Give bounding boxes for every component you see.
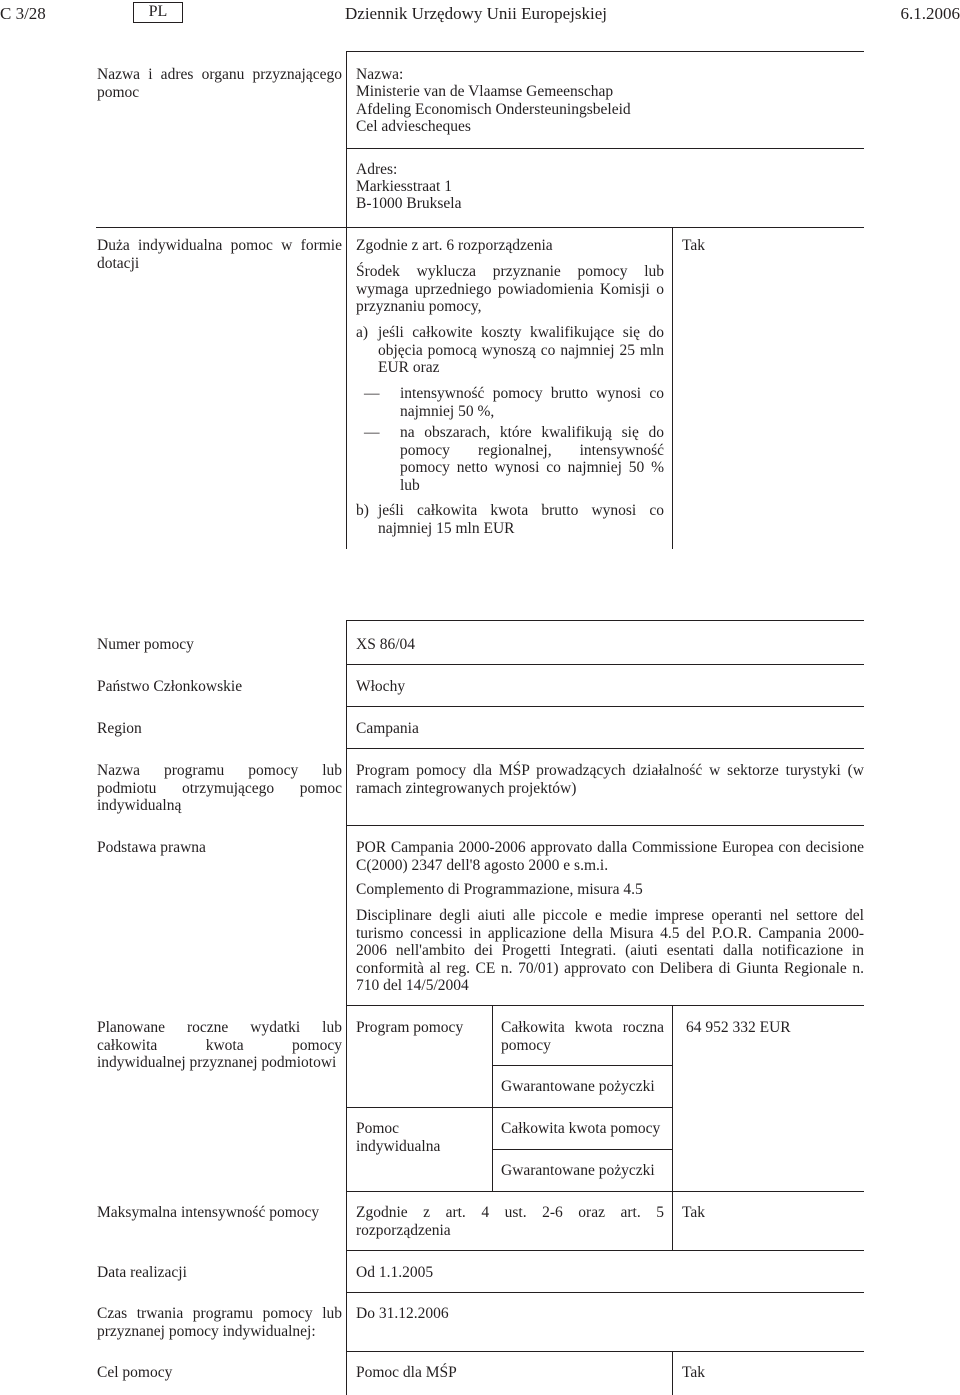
guaranteed-loans-label: Gwarantowane pożyczki [501, 1078, 655, 1095]
authority-name-line: Ministerie van de Vlaamse Gemeenschap [356, 83, 614, 100]
condition-a-text: jeśli całkowite koszty kwalifikujące się do objęcia pomocą wynoszą co najmniej 25 mln EUR oraz [378, 324, 664, 376]
legal-basis-paragraph: Disciplinare degli aiuti alle piccole e medie imprese operanti nel settore del turismo concessi in applicazione della Misura 4.5 del P.O.R. Campania 2000-2006 nell'ambito dei Progetti Integrati. (aiuti esentati dalla notificazione in conformità al reg. CE n. 70/01) approvato con Delibera di Giunta Regionale n. 710 del 14/5/2004 [356, 907, 864, 994]
aid-number-value: XS 86/04 [356, 636, 415, 653]
row-divider [346, 1191, 864, 1192]
implementation-date-label: Data realizacji [97, 1264, 187, 1281]
table2-top-rule [346, 620, 864, 621]
language-code: PL [148, 3, 168, 20]
row-divider [346, 664, 864, 665]
intensity-answer-divider [672, 1191, 673, 1250]
regulation-reference: Zgodnie z art. 6 rozporządzenia [356, 237, 553, 254]
duration-label: Czas trwania programu pomocy lub przyznanej pomocy indywidualnej: [97, 1305, 342, 1340]
row-divider [346, 748, 864, 749]
implementation-date-value: Od 1.1.2005 [356, 1264, 434, 1281]
measure-description: Środek wyklucza przyznanie pomocy lub wymaga uprzedniego powiadomienia Komisji o przyznaniu pomocy, [356, 263, 664, 315]
duration-value: Do 31.12.2006 [356, 1305, 449, 1322]
condition-b-text: jeśli całkowita kwota brutto wynosi co najmniej 15 mln EUR [378, 502, 664, 537]
address-line: B-1000 Bruksela [356, 195, 462, 212]
issue-date: 6.1.2006 [900, 4, 960, 23]
legal-basis-paragraph: POR Campania 2000-2006 approvato dalla Commissione Europea con decisione C(2000) 2347 dell'8 agosto 2000 e s.m.i. [356, 839, 864, 874]
name-label: Nazwa: [356, 66, 404, 83]
max-intensity-answer: Tak [682, 1204, 706, 1221]
guaranteed-loans-label: Gwarantowane pożyczki [501, 1162, 655, 1179]
objective-answer-divider [672, 1351, 673, 1395]
authority-name-line: Afdeling Economisch Ondersteuningsbeleid [356, 101, 631, 118]
individual-aid-cell: Pomoc indywidualna [356, 1120, 441, 1155]
table1-column-divider [346, 51, 347, 549]
aid-scheme-cell: Program pomocy [356, 1019, 464, 1036]
row-divider [346, 1292, 864, 1293]
aid-objective-answer: Tak [682, 1364, 706, 1381]
aid-objective-value: Pomoc dla MŚP [356, 1364, 457, 1381]
dash-item-regional [356, 424, 664, 499]
max-intensity-label: Maksymalna intensywność pomocy [97, 1204, 320, 1221]
language-badge [133, 2, 183, 23]
dash-item-gross-intensity [356, 385, 664, 425]
journal-title: Dziennik Urzędowy Unii Europejskiej [345, 4, 608, 23]
condition-a [356, 324, 664, 384]
page-reference: C 3/28 [0, 4, 46, 23]
legal-basis-paragraph: Complemento di Programmazione, misura 4.5 [356, 881, 643, 898]
row-divider [346, 706, 864, 707]
condition-a-label: a) [356, 324, 369, 341]
row-divider [346, 1005, 864, 1006]
legal-basis-label: Podstawa prawna [97, 839, 206, 856]
address-line: Markiesstraat 1 [356, 178, 452, 195]
row-divider [346, 1351, 864, 1352]
granting-authority-label: Nazwa i adres organu przyznającego pomoc [97, 66, 342, 101]
member-state-value: Włochy [356, 678, 406, 695]
aid-objective-label: Cel pomocy [97, 1364, 173, 1381]
condition-b-label: b) [356, 502, 369, 519]
total-aid-amount-label: Całkowita kwota pomocy [501, 1120, 661, 1137]
authority-name-line: Cel adviescheques [356, 118, 471, 135]
dash-item-text: intensywność pomocy brutto wynosi co najmniej 50 %, [400, 385, 664, 420]
max-intensity-value: Zgodnie z art. 4 ust. 2-6 oraz art. 5 rozporządzenia [356, 1204, 664, 1239]
large-aid-answer: Tak [682, 237, 706, 254]
row-divider [346, 1250, 864, 1251]
annual-amount-value: 64 952 332 EUR [686, 1019, 791, 1036]
dash-item-text: na obszarach, które kwalifikują się do pomocy regionalnej, intensywność pomocy netto wynosi co najmniej 50 % lub [400, 424, 664, 494]
dash-bullet: — [364, 424, 380, 441]
condition-b [356, 502, 664, 542]
region-label: Region [97, 720, 142, 737]
table1-row-divider [96, 227, 864, 228]
row-divider [346, 825, 864, 826]
member-state-label: Państwo Członkowskie [97, 678, 243, 695]
annual-amount-label: Całkowita kwota roczna pomocy [501, 1019, 664, 1054]
scheme-name-value: Program pomocy dla MŚP prowadzących działalność w sektorze turystyki (w ramach zintegrowanych projektów) [356, 762, 864, 797]
scheme-name-label: Nazwa programu pomocy lub podmiotu otrzymującego pomoc indywidualną [97, 762, 342, 814]
address-label: Adres: [356, 161, 398, 178]
table1-top-rule [346, 51, 864, 52]
amount-subcolumn-divider [492, 1005, 493, 1191]
row-divider [346, 1107, 672, 1108]
table2-column-divider [346, 620, 347, 1395]
row-divider [492, 1149, 672, 1150]
region-value: Campania [356, 720, 419, 737]
table1-answer-divider [672, 227, 673, 549]
row-divider [492, 1065, 672, 1066]
amount-value-divider [672, 1005, 673, 1191]
planned-expenditure-label: Planowane roczne wydatki lub całkowita kwota pomocy indywidualnej przyznanej podmiotowi [97, 1019, 342, 1071]
large-individual-aid-label: Duża indywidualna pomoc w formie dotacji [97, 237, 342, 272]
table1-address-rule [346, 148, 864, 149]
dash-bullet: — [364, 385, 380, 402]
aid-number-label: Numer pomocy [97, 636, 194, 653]
